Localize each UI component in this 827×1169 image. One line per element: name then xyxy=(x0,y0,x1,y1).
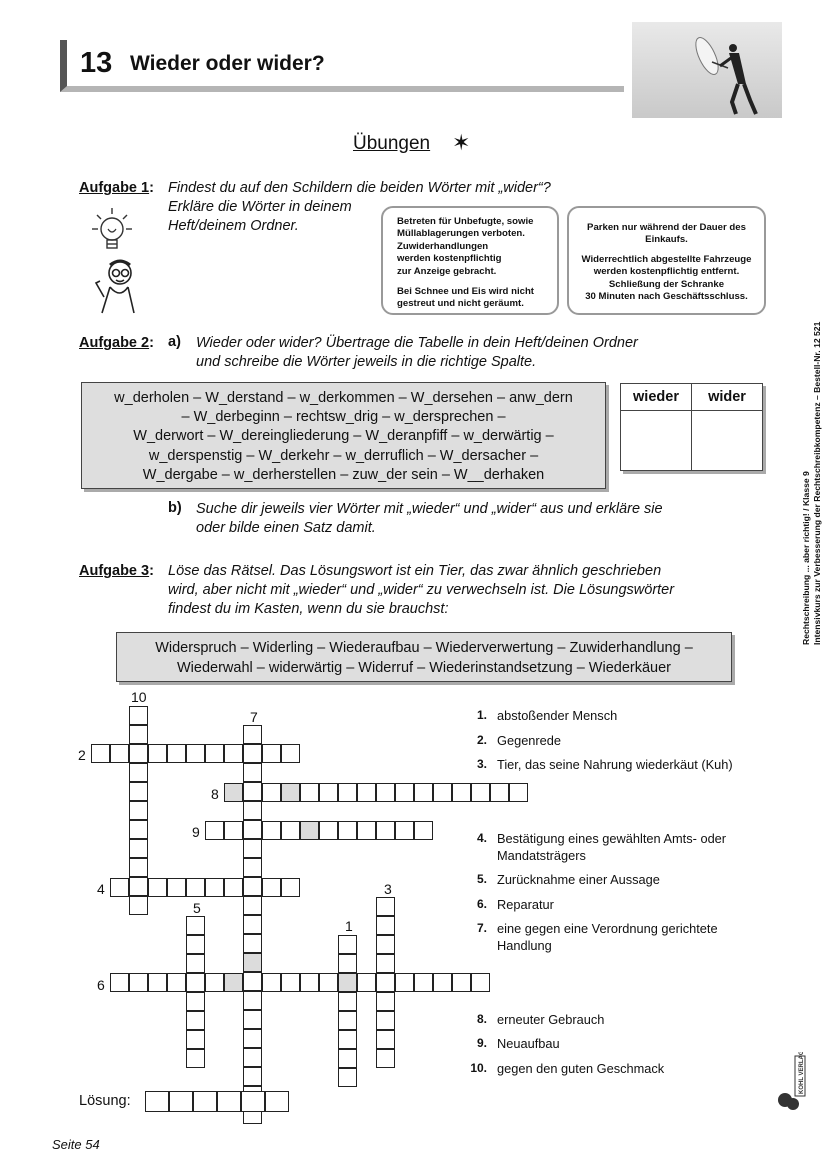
crossword-cell[interactable] xyxy=(186,916,205,935)
clue-number: 4. xyxy=(476,831,487,845)
crossword-cell[interactable] xyxy=(205,878,224,897)
clue-text: eine gegen eine Verordnung gerichtete Handlung xyxy=(497,921,718,953)
wieder-wider-table xyxy=(620,383,763,471)
sidebar-book-info: Rechtschreibung ... aber richtig! / Klasse 9 Intensivkurs zur Verbesserung der Rechtschreibkompetenz – Bestell-Nr. 12 521 xyxy=(801,321,822,645)
crossword-cell[interactable] xyxy=(129,839,148,858)
crossword-cell[interactable] xyxy=(338,1030,357,1049)
crossword-cell[interactable] xyxy=(148,878,167,897)
crossword-cell[interactable] xyxy=(243,744,262,763)
task3-heading: Aufgabe 3: xyxy=(79,563,154,579)
crossword-cell[interactable] xyxy=(167,878,186,897)
crossword-cell[interactable] xyxy=(357,783,376,802)
task3-line-2: wird, aber nicht mit „wieder“ und „wider“ zu verwechseln ist. Die Lösungswörter xyxy=(168,582,675,598)
crossword-cell[interactable] xyxy=(281,783,300,802)
crossword-cell[interactable] xyxy=(376,1049,395,1068)
crossword-cell[interactable] xyxy=(224,973,243,992)
crossword-cell[interactable] xyxy=(471,973,490,992)
task2-b-label: b) xyxy=(168,500,182,516)
crossword-cell[interactable] xyxy=(338,992,357,1011)
crossword-cell[interactable] xyxy=(243,1029,262,1048)
grid-number-6: 6 xyxy=(97,977,105,993)
crossword-cell[interactable] xyxy=(243,953,262,972)
task3-line-3: findest du im Kasten, wenn du sie brauchst: xyxy=(168,601,449,617)
header-photo-umbrella-man xyxy=(632,22,782,118)
task2-a-line-1: Wieder oder wider? Übertrage die Tabelle in dein Heft/deinen Ordner xyxy=(196,335,638,351)
task1-line-2: Erkläre die Wörter in deinem xyxy=(168,199,352,215)
task2-b-line-1: Suche dir jeweils vier Wörter mit „wieder“ und „wider“ aus und erkläre sie xyxy=(196,501,663,517)
crossword-cell[interactable] xyxy=(300,821,319,840)
crossword-cell[interactable] xyxy=(205,821,224,840)
crossword-cell[interactable] xyxy=(129,763,148,782)
crossword-cell[interactable] xyxy=(281,878,300,897)
crossword-cell[interactable] xyxy=(167,744,186,763)
crossword-cell[interactable] xyxy=(243,821,262,840)
clue-number: 1. xyxy=(476,708,487,722)
crossword-cell[interactable] xyxy=(243,878,262,897)
grid-number-3: 3 xyxy=(384,881,392,897)
crossword-cell[interactable] xyxy=(186,992,205,1011)
crossword-cell[interactable] xyxy=(338,821,357,840)
solution-cell[interactable] xyxy=(169,1091,193,1112)
clue-text: gegen den guten Geschmack xyxy=(497,1061,665,1076)
crossword-cell[interactable] xyxy=(338,973,357,992)
grid-number-7: 7 xyxy=(250,709,258,725)
solution-words-box: Widerspruch – Widerling – Wiederaufbau – Wiederverwertung – Zuwiderhandlung – Wiederwahl – widerwärtig – Widerruf – Wiederinstandsetzung – Wiederkäuer xyxy=(116,632,732,682)
crossword-cell[interactable] xyxy=(129,973,148,992)
crossword-cell[interactable] xyxy=(110,744,129,763)
crossword-cell[interactable] xyxy=(433,973,452,992)
crossword-cell[interactable] xyxy=(376,897,395,916)
crossword-cell[interactable] xyxy=(186,1030,205,1049)
crossword-cell[interactable] xyxy=(357,821,376,840)
chapter-title: Wieder oder wider? xyxy=(130,52,325,75)
crossword-cell[interactable] xyxy=(319,821,338,840)
crossword-cell[interactable] xyxy=(91,744,110,763)
crossword-cell[interactable] xyxy=(186,878,205,897)
solution-cell[interactable] xyxy=(193,1091,217,1112)
crossword-cell[interactable] xyxy=(300,783,319,802)
crossword-cell[interactable] xyxy=(376,1030,395,1049)
crossword-cell[interactable] xyxy=(129,782,148,801)
crossword-cell[interactable] xyxy=(376,1011,395,1030)
crossword-cell[interactable] xyxy=(224,744,243,763)
crossword-cell[interactable] xyxy=(452,973,471,992)
crossword-cell[interactable] xyxy=(243,763,262,782)
thinking-boy-icon xyxy=(90,259,142,322)
crossword-cell[interactable] xyxy=(224,783,243,802)
grid-number-9: 9 xyxy=(192,824,200,840)
word-list-box: w_derholen – W_derstand – w_derkommen – W_dersehen – anw_dern – W_derbeginn – rechtsw_drig – w_dersprechen – W_derwort – W_dereingliederung – W_deranpfiff – w_derwärtig – w_derspenstig – W_derkehr – w_derruflich – W_dersacher – W_dergabe – w_derherstellen – zuw_der sein – W__derhaken xyxy=(81,382,606,489)
crossword-cell[interactable] xyxy=(509,783,528,802)
crossword-cell[interactable] xyxy=(281,973,300,992)
crossword-cell[interactable] xyxy=(376,973,395,992)
crossword-cell[interactable] xyxy=(186,954,205,973)
grid-number-4: 4 xyxy=(97,881,105,897)
crossword-cell[interactable] xyxy=(490,783,509,802)
solution-cell[interactable] xyxy=(241,1091,265,1112)
crossword-cell[interactable] xyxy=(395,973,414,992)
crossword-cell[interactable] xyxy=(243,725,262,744)
grid-number-8: 8 xyxy=(211,786,219,802)
lightbulb-icon xyxy=(86,205,138,262)
crossword-cell[interactable] xyxy=(262,973,281,992)
crossword-cell[interactable] xyxy=(186,744,205,763)
crossword-cell[interactable] xyxy=(376,954,395,973)
crossword-cell[interactable] xyxy=(338,1068,357,1087)
crossword-cell[interactable] xyxy=(186,1049,205,1068)
crossword-cell[interactable] xyxy=(452,783,471,802)
crossword-cell[interactable] xyxy=(262,821,281,840)
svg-text:KOHL VERLAG: KOHL VERLAG xyxy=(799,1052,805,1094)
clue-number: 2. xyxy=(476,733,487,747)
crossword-cell[interactable] xyxy=(281,744,300,763)
crossword-cell[interactable] xyxy=(205,744,224,763)
crossword-cell[interactable] xyxy=(338,1049,357,1068)
task3-line-1: Löse das Rätsel. Das Lösungswort ist ein Tier, das zwar ähnlich geschrieben xyxy=(168,563,662,579)
grid-number-5: 5 xyxy=(193,900,201,916)
task2-heading: Aufgabe 2: xyxy=(79,335,154,351)
task2-b-line-2: oder bilde einen Satz damit. xyxy=(196,520,376,536)
chapter-number: 13 xyxy=(80,47,113,79)
clue-text: Bestätigung eines gewählten Amts- oder Mandatsträgers xyxy=(497,831,727,863)
sign-no-trespassing: Betreten für Unbefugte, sowie Müllablagerungen verboten. Zuwiderhandlungen werden kostenpflichtig zur Anzeige gebracht. Bei Schnee und Eis wird nicht gestreut und nicht geräumt. xyxy=(381,206,559,315)
task1-line-1: Findest du auf den Schildern die beiden Wörter mit „wider“? xyxy=(168,180,551,196)
crossword-cell[interactable] xyxy=(243,783,262,802)
crossword-cell[interactable] xyxy=(243,782,262,801)
crossword-cell[interactable] xyxy=(319,973,338,992)
grid-number-2: 2 xyxy=(78,747,86,763)
crossword-cell[interactable] xyxy=(262,744,281,763)
table-header-wieder: wieder xyxy=(621,384,692,411)
clue-text: Tier, das seine Nahrung wiederkäut (Kuh) xyxy=(497,757,733,772)
crossword-cell[interactable] xyxy=(186,1011,205,1030)
crossword-cell[interactable] xyxy=(110,973,129,992)
clue-number: 8. xyxy=(476,1012,487,1026)
crossword-cell[interactable] xyxy=(129,744,148,763)
sign-parking: Parken nur während der Dauer des Einkaufs. Widerrechtlich abgestellte Fahrzeuge werden kostenpflichtig entfernt. Schließung der Schranke 30 Minuten nach Geschäftsschluss. xyxy=(567,206,766,315)
crossword-cell[interactable] xyxy=(224,878,243,897)
crossword-cell[interactable] xyxy=(376,992,395,1011)
clue-text: erneuter Gebrauch xyxy=(497,1012,605,1027)
crossword-cell[interactable] xyxy=(129,877,148,896)
crossword-cell[interactable] xyxy=(243,972,262,991)
crossword-cell[interactable] xyxy=(243,801,262,820)
crossword-cell[interactable] xyxy=(243,934,262,953)
crossword-cell[interactable] xyxy=(338,783,357,802)
page-number: Seite 54 xyxy=(52,1137,100,1152)
crossword-cell[interactable] xyxy=(243,858,262,877)
crossword-cell[interactable] xyxy=(224,821,243,840)
crossword-cell[interactable] xyxy=(262,783,281,802)
crossword-cell[interactable] xyxy=(129,896,148,915)
clue-text: Zurücknahme einer Aussage xyxy=(497,872,660,887)
task1-heading: Aufgabe 1: xyxy=(79,180,154,196)
clue-text: Gegenrede xyxy=(497,733,562,748)
crossword-cell[interactable] xyxy=(243,877,262,896)
crossword-cell[interactable] xyxy=(129,725,148,744)
crossword-cell[interactable] xyxy=(395,821,414,840)
crossword-cell[interactable] xyxy=(414,973,433,992)
crossword-cell[interactable] xyxy=(243,991,262,1010)
crossword-cell[interactable] xyxy=(186,935,205,954)
crossword-cell[interactable] xyxy=(243,973,262,992)
crossword-cell[interactable] xyxy=(148,744,167,763)
section-title: Übungen xyxy=(353,133,431,154)
crossword-cell[interactable] xyxy=(243,820,262,839)
task1-line-3: Heft/deinem Ordner. xyxy=(168,218,299,234)
clue-text: Reparatur xyxy=(497,897,554,912)
solution-cell[interactable] xyxy=(265,1091,289,1112)
crossword-cell[interactable] xyxy=(243,839,262,858)
crossword-cell[interactable] xyxy=(338,954,357,973)
crossword-cell[interactable] xyxy=(338,1011,357,1030)
crossword-cell[interactable] xyxy=(376,935,395,954)
crossword-cell[interactable] xyxy=(129,878,148,897)
crossword-cell[interactable] xyxy=(376,783,395,802)
crossword-cell[interactable] xyxy=(376,916,395,935)
crossword-cell[interactable] xyxy=(243,915,262,934)
clue-text: abstoßender Mensch xyxy=(497,708,618,723)
crossword-cell[interactable] xyxy=(205,973,224,992)
crossword-cell[interactable] xyxy=(338,935,357,954)
crossword-cell[interactable] xyxy=(110,878,129,897)
clue-number: 5. xyxy=(476,872,487,886)
crossword-cell[interactable] xyxy=(471,783,490,802)
table-cell-wider[interactable] xyxy=(692,411,763,471)
crossword-cell[interactable] xyxy=(167,973,186,992)
table-header-wider: wider xyxy=(692,384,763,411)
crossword-cell[interactable] xyxy=(129,858,148,877)
solution-cell[interactable] xyxy=(145,1091,169,1112)
table-cell-wieder[interactable] xyxy=(621,411,692,471)
crossword-cell[interactable] xyxy=(395,783,414,802)
crossword-cell[interactable] xyxy=(129,801,148,820)
grid-number-1: 1 xyxy=(345,918,353,934)
crossword-cell[interactable] xyxy=(433,783,452,802)
clue-number: 7. xyxy=(476,921,487,935)
crossword-cell[interactable] xyxy=(243,1067,262,1086)
solution-label: Lösung: xyxy=(79,1093,131,1109)
crossword-cell[interactable] xyxy=(281,821,300,840)
grid-number-10: 10 xyxy=(131,689,147,705)
crossword-cell[interactable] xyxy=(243,1010,262,1029)
clue-number: 10. xyxy=(470,1061,487,1075)
publisher-logo xyxy=(775,1052,811,1112)
clue-number: 9. xyxy=(476,1036,487,1050)
crossword-cell[interactable] xyxy=(243,896,262,915)
crossword-cell[interactable] xyxy=(262,878,281,897)
crossword-cell[interactable] xyxy=(129,820,148,839)
task2-a-label: a) xyxy=(168,334,181,350)
crossword-cell[interactable] xyxy=(129,706,148,725)
task2-a-line-2: und schreibe die Wörter jeweils in die richtige Spalte. xyxy=(196,354,537,370)
crossword-cell[interactable] xyxy=(148,973,167,992)
crossword-cell[interactable] xyxy=(357,973,376,992)
clue-text: Neuaufbau xyxy=(497,1036,560,1051)
solution-cell[interactable] xyxy=(217,1091,241,1112)
difficulty-star-icon: ✶ xyxy=(452,130,471,155)
clue-number: 6. xyxy=(476,897,487,911)
crossword-cell[interactable] xyxy=(414,783,433,802)
clue-number: 3. xyxy=(476,757,487,771)
crossword-cell[interactable] xyxy=(376,821,395,840)
crossword-cell[interactable] xyxy=(186,973,205,992)
crossword-cell[interactable] xyxy=(300,973,319,992)
crossword-cell[interactable] xyxy=(414,821,433,840)
crossword-cell[interactable] xyxy=(243,1048,262,1067)
crossword-cell[interactable] xyxy=(319,783,338,802)
